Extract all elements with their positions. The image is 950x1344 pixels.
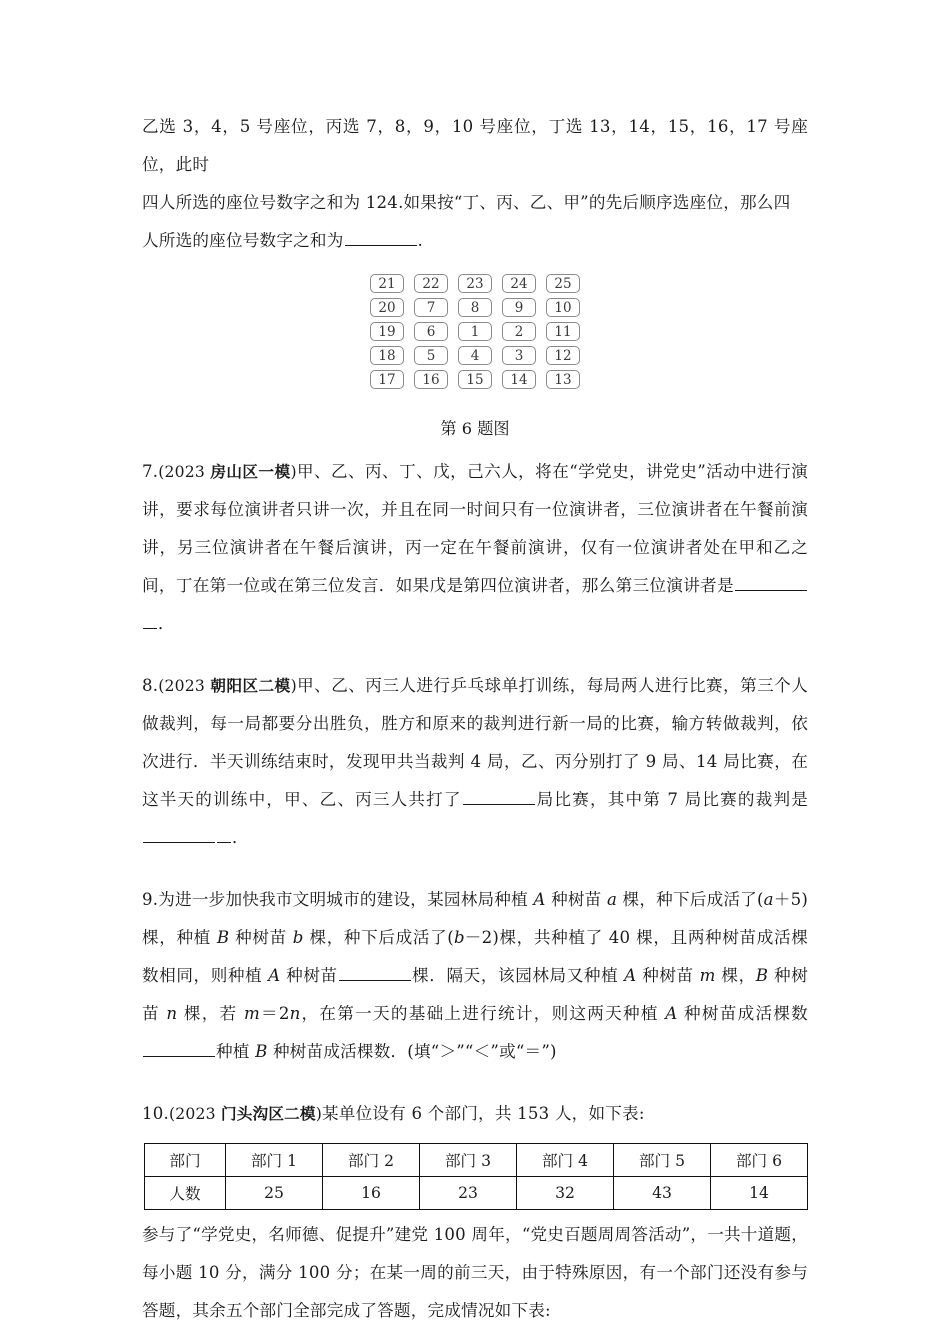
q7-paren-close: ) (290, 463, 297, 481)
q8-answer-blank-2[interactable] (143, 827, 215, 843)
grid-cell: 24 (502, 274, 536, 293)
question-9 (142, 881, 808, 1071)
q9-text-i: 棵．隔天，该园林局又种植 (411, 966, 625, 985)
question-8 (142, 667, 808, 857)
grid-cell: 17 (370, 370, 404, 389)
q9-text-p: 种植 (216, 1042, 256, 1061)
q8-text-b: 局比赛，其中第 7 局比赛的裁判是 (535, 790, 808, 809)
q9-text-q: 种树苗成活棵数．(填“＞”“＜”或“＝”) (267, 1042, 557, 1061)
grid-cell: 20 (370, 298, 404, 317)
table-header-cell: 部门 2 (323, 1144, 420, 1177)
q9-text-h: 种树苗 (280, 966, 338, 985)
grid-cell: 18 (370, 346, 404, 365)
q9-var-a2: a (763, 890, 774, 909)
q9-var-B2: B (755, 966, 769, 985)
q9-var-a: a (606, 890, 618, 909)
table-data-cell: 43 (614, 1177, 711, 1210)
q6-line2: 四人所选的座位号数字之和为 124.如果按“丁、丙、乙、甲”的先后顺序选座位，那么四 (142, 193, 791, 212)
q8-number: 8. (142, 676, 159, 695)
q9-text-d: ＋5)棵，种植 (142, 890, 809, 947)
grid-cell: 16 (414, 370, 448, 389)
q9-text-k: 棵， (715, 966, 756, 985)
q7-source: 房山区一模 (210, 463, 291, 481)
page-content (142, 108, 808, 1344)
q8-paren-close: ) (290, 677, 297, 695)
q7-period: ． (158, 614, 175, 633)
grid-cell: 5 (414, 346, 448, 365)
q9-var-b2: b (453, 928, 465, 947)
q9-var-A: A (533, 890, 546, 909)
grid-row (370, 346, 580, 365)
grid-row (370, 274, 580, 293)
q9-var-n2: n (289, 1004, 301, 1023)
table-header-cell: 部门 4 (517, 1144, 614, 1177)
table-data-cell: 25 (226, 1177, 323, 1210)
question-6-continuation (142, 108, 808, 260)
q7-answer-blank[interactable] (735, 575, 807, 591)
grid-cell: 11 (546, 322, 580, 341)
q9-var-A3: A (624, 966, 637, 985)
q9-var-A2: A (268, 966, 281, 985)
table-data-cell: 16 (323, 1177, 420, 1210)
q10-paren-open: (2023 (169, 1105, 221, 1123)
q9-number: 9. (142, 890, 159, 909)
grid-cell: 14 (502, 370, 536, 389)
table-row-headers (145, 1144, 808, 1177)
q9-text-j: 种树苗 (636, 966, 700, 985)
q9-var-B3: B (255, 1042, 268, 1061)
q6-line1: 乙选 3，4，5 号座位，丙选 7，8，9，10 号座位，丁选 13，14，15，16，17 号座位，此时 (142, 117, 808, 174)
q8-text-a: 甲、乙、丙三人进行乒乓球单打训练，每局两人进行比赛，第三个人做裁判，每一局都要分出胜负，胜方和原来的裁判进行新一局的比赛，输方转做裁判，依次进行．半天训练结束时，发现甲共当裁判 4 局，乙、丙分别打了 9 局、14 局比赛，在这半天的训练中，甲、乙、丙三人共打了 (142, 676, 808, 809)
number-grid (370, 274, 580, 389)
figure-6 (142, 274, 808, 439)
table-row-label: 人数 (145, 1177, 226, 1210)
q7-paren-open: (2023 (158, 463, 211, 481)
q10-intro: 某单位设有 6 个部门，共 153 人，如下表: (322, 1104, 645, 1123)
grid-row (370, 370, 580, 389)
table-data-cell: 14 (711, 1177, 808, 1210)
q9-answer-blank-2[interactable] (143, 1041, 215, 1057)
q9-var-m: m (699, 966, 716, 985)
q9-text-f: 棵，种下后成活了( (303, 928, 454, 947)
q9-var-m2: m (243, 1004, 260, 1023)
q7-number: 7. (142, 462, 159, 481)
table-row-label: 部门 (145, 1144, 226, 1177)
grid-cell: 10 (546, 298, 580, 317)
q8-answer-blank-1[interactable] (463, 789, 535, 805)
q7-answer-blank-tail[interactable] (143, 613, 157, 629)
figure-caption: 第 6 题图 (440, 419, 510, 438)
table-header-cell: 部门 6 (711, 1144, 808, 1177)
grid-cell: 9 (502, 298, 536, 317)
q8-period: ． (232, 828, 249, 847)
q9-var-n: n (166, 1004, 178, 1023)
q9-answer-blank-1[interactable] (339, 965, 411, 981)
grid-cell: 7 (414, 298, 448, 317)
q9-text-l: 种树苗 (142, 966, 809, 1023)
q7-text: 甲、乙、丙、丁、戊，己六人，将在“学党史，讲党史”活动中进行演讲，要求每位演讲者只讲一次，并且在同一时间只有一位演讲者，三位演讲者在午餐前演讲，另三位演讲者在午餐后演讲，丙一定在午餐前演讲，仅有一位演讲者处在甲和乙之间，丁在第一位或在第三位发言．如果戊是第四位演讲者，那么第三位演讲者是 (142, 462, 808, 595)
grid-row (370, 322, 580, 341)
q10-number: 10. (142, 1104, 169, 1123)
grid-cell: 23 (458, 274, 492, 293)
table-row-counts (145, 1177, 808, 1210)
q9-text-m: 棵，若 (177, 1004, 244, 1023)
q9-text-o: 种树苗成活棵数 (677, 1004, 808, 1023)
table-header-cell: 部门 1 (226, 1144, 323, 1177)
table-header-cell: 部门 5 (614, 1144, 711, 1177)
q10-body: 参与了“学党史，名师德、促提升”建党 100 周年，“党史百题周周答活动”，一共十道题，每小题 10 分，满分 100 分；在某一周的前三天，由于特殊原因，有一个部门还没有参与答题，其余五个部门全部完成了答题，完成情况如下表: (142, 1225, 808, 1320)
department-table (144, 1143, 808, 1210)
grid-cell: 13 (546, 370, 580, 389)
q10-source: 门头沟区二模 (220, 1105, 316, 1123)
q6-line3 (142, 222, 808, 260)
grid-cell: 19 (370, 322, 404, 341)
q9-text-g: －2)棵，共种植了 40 棵，且两种树苗成活棵数相同，则种植 (142, 928, 808, 985)
q9-text-n: ，在第一天的基础上进行统计，则这两天种植 (300, 1004, 666, 1023)
q8-paren-open: (2023 (158, 677, 211, 695)
q8-source: 朝阳区二模 (210, 677, 291, 695)
table-header-cell: 部门 3 (420, 1144, 517, 1177)
table-data-cell: 32 (517, 1177, 614, 1210)
grid-cell: 8 (458, 298, 492, 317)
q9-text-b: 种树苗 (545, 890, 607, 909)
question-10 (142, 1095, 808, 1330)
q9-text-e: 种树苗 (229, 928, 293, 947)
question-7 (142, 453, 808, 643)
grid-cell: 6 (414, 322, 448, 341)
q10-paren-close: ) (315, 1105, 322, 1123)
grid-cell: 2 (502, 322, 536, 341)
grid-row (370, 298, 580, 317)
grid-cell: 21 (370, 274, 404, 293)
grid-cell: 3 (502, 346, 536, 365)
q6-answer-blank[interactable] (345, 230, 417, 246)
q9-eq: ＝2 (259, 1004, 290, 1023)
grid-cell: 15 (458, 370, 492, 389)
q9-var-b: b (292, 928, 304, 947)
grid-cell: 12 (546, 346, 580, 365)
q6-period: . (417, 231, 424, 250)
grid-cell: 25 (546, 274, 580, 293)
q9-var-B: B (216, 928, 230, 947)
grid-cell: 22 (414, 274, 448, 293)
q6-line3-text: 人所选的座位号数字之和为 (142, 231, 344, 250)
q9-var-A4: A (665, 1004, 678, 1023)
table-data-cell: 23 (420, 1177, 517, 1210)
grid-cell: 4 (458, 346, 492, 365)
q9-text-a: 为进一步加快我市文明城市的建设，某园林局种植 (158, 890, 534, 909)
grid-cell: 1 (458, 322, 492, 341)
q8-answer-blank-2-tail[interactable] (217, 827, 231, 843)
q9-text-c: 棵，种下后成活了( (617, 890, 764, 909)
